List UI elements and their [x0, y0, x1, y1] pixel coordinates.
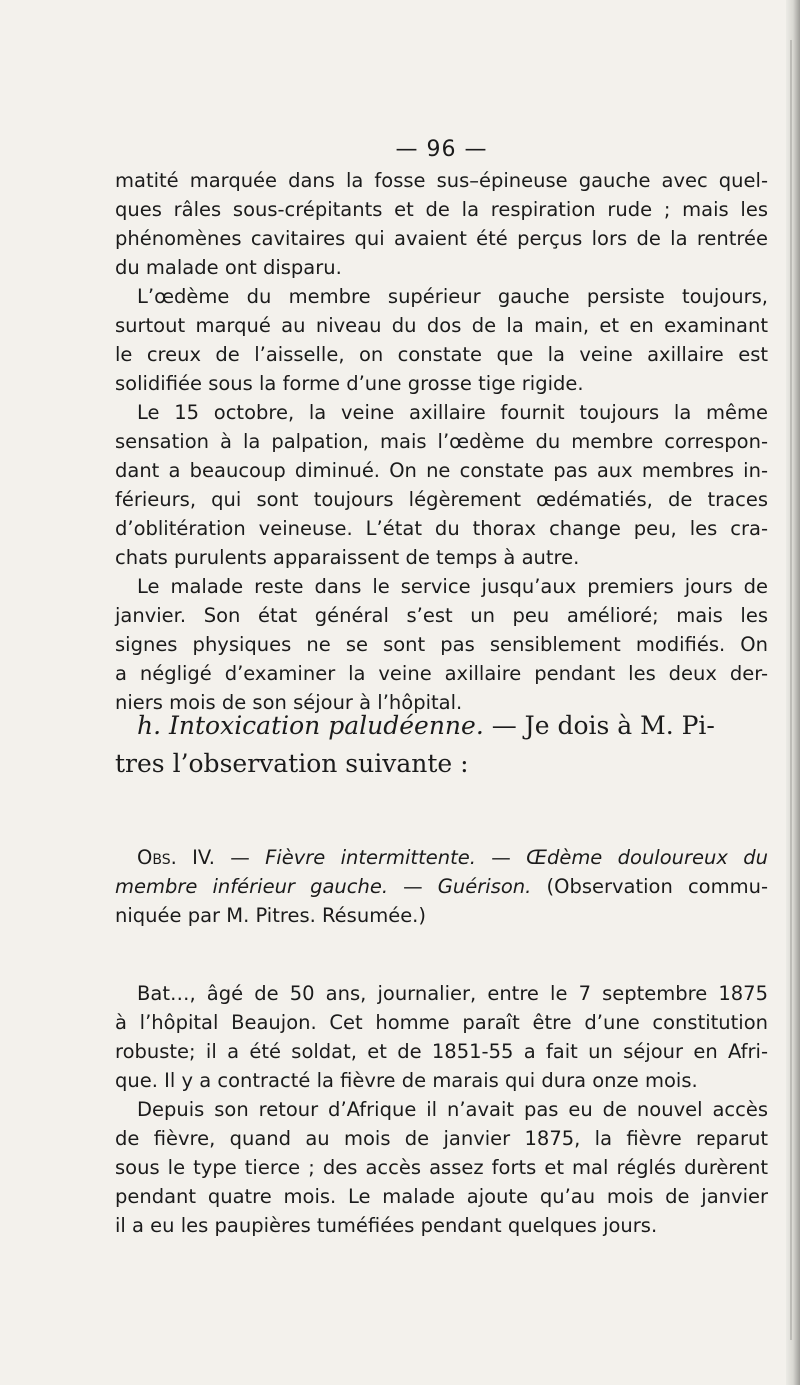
observation-label: Obs. IV. [137, 846, 215, 869]
text-line: du malade ont disparu. [115, 256, 342, 279]
paragraph-1 [115, 166, 768, 282]
text-line: robuste; il a été soldat, et de 1851-55 a fait un séjour en Afri- [115, 1040, 768, 1063]
section-heading [115, 707, 768, 783]
text-line: dant a beaucoup diminué. On ne constate pas aux membres in- [115, 459, 768, 482]
text-line: phénomènes cavitaires qui avaient été perçus lors de la rentrée [115, 227, 768, 250]
paragraph-5 [115, 979, 768, 1095]
page-edge-shadow [786, 0, 800, 1385]
text-line: pendant quatre mois. Le malade ajoute qu’au mois de janvier [115, 1185, 768, 1208]
section-title-line2: tres l’observation suivante : [115, 749, 469, 778]
text-line: le creux de l’aisselle, on constate que la veine axillaire est [115, 343, 768, 366]
text-line: Depuis son retour d’Afrique il n’avait pas eu de nouvel accès [137, 1098, 768, 1121]
page-number: — 96 — [395, 137, 488, 162]
dash: — [388, 875, 438, 898]
text-line: surtout marqué au niveau du dos de la main, et en examinant [115, 314, 768, 337]
text-line: sensation à la palpation, mais l’œdème du membre correspon- [115, 430, 768, 453]
paragraph-4 [115, 572, 768, 717]
observation-fever: Fièvre intermittente. [265, 846, 476, 869]
text-line: que. Il y a contracté la fièvre de marais qui dura onze mois. [115, 1069, 698, 1092]
observation-limb: membre inférieur gauche. [115, 875, 389, 898]
paragraph-3 [115, 398, 768, 572]
paragraph-6 [115, 1095, 768, 1240]
text-line: solidifiée sous la forme d’une grosse tige rigide. [115, 372, 584, 395]
text-line: férieurs, qui sont toujours légèrement œdématiés, de traces [115, 488, 768, 511]
text-line: a négligé d’examiner la veine axillaire pendant les deux der- [115, 662, 768, 685]
text-line: il a eu les paupières tuméfiées pendant quelques jours. [115, 1214, 658, 1237]
text-line: Bat…, âgé de 50 ans, journalier, entre le 7 septembre 1875 [137, 982, 768, 1005]
text-line: sous le type tierce ; des accès assez forts et mal réglés durèrent [115, 1156, 768, 1179]
paragraph-2 [115, 282, 768, 398]
section-title-rest: — Je dois à M. Pi- [483, 711, 715, 740]
text-line: chats purulents apparaissent de temps à autre. [115, 546, 580, 569]
text-line: signes physiques ne se sont pas sensiblement modifiés. On [115, 633, 768, 656]
text-line: Le 15 octobre, la veine axillaire fournit toujours la même [137, 401, 768, 424]
section-letter: h. [137, 711, 162, 740]
dash: — [214, 846, 266, 869]
observation-line3: niquée par M. Pitres. Résumée.) [115, 904, 426, 927]
page-edge-line [790, 40, 792, 1340]
dash: — [475, 846, 527, 869]
text-line: matité marquée dans la fosse sus–épineuse gauche avec quel- [115, 169, 768, 192]
text-line: Le malade reste dans le service jusqu’aux premiers jours de [137, 575, 768, 598]
observation-guerison: Guérison. [437, 875, 532, 898]
text-line: d’oblitération veineuse. L’état du thorax change peu, les cra- [115, 517, 768, 540]
section-title-italic: Intoxication paludéenne. [169, 711, 484, 740]
text-line: à l’hôpital Beaujon. Cet homme paraît être d’une constitution [115, 1011, 768, 1034]
text-line: de fièvre, quand au mois de janvier 1875, la fièvre reparut [115, 1127, 768, 1150]
text-line: janvier. Son état général s’est un peu amélioré; mais les [115, 604, 768, 627]
text-line: L’œdème du membre supérieur gauche persiste toujours, [137, 285, 768, 308]
observation-note: (Observation commu- [531, 875, 768, 898]
observation-oedeme: Œdème douloureux du [526, 846, 768, 869]
text-line: ques râles sous-crépitants et de la respiration rude ; mais les [115, 198, 768, 221]
text-line: niers mois de son séjour à l’hôpital. [115, 691, 463, 714]
observation-heading [115, 843, 768, 930]
